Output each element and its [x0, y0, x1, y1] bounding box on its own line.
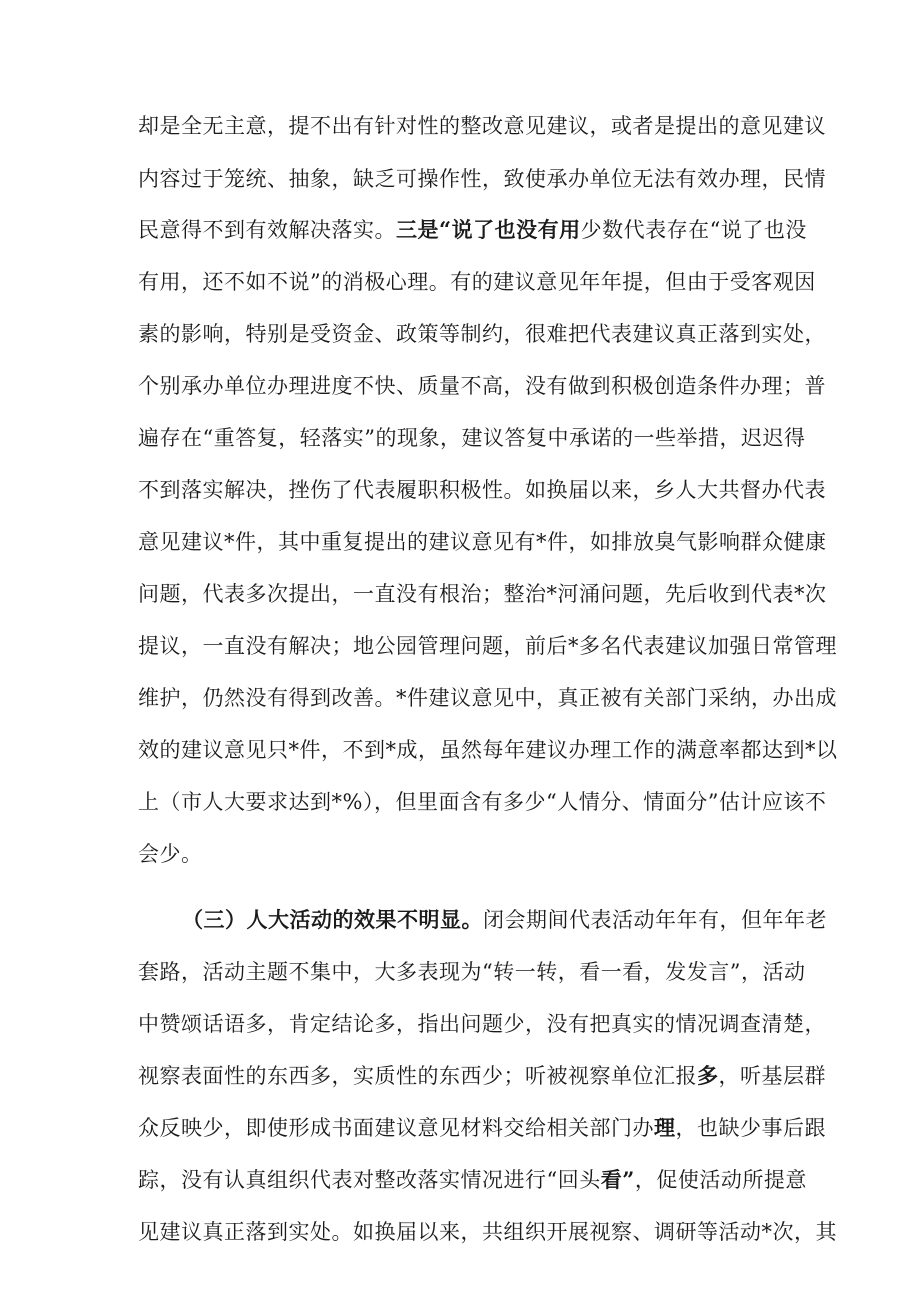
paragraph-line: 中赞颂话语多，肯定结论多，指出问题少，没有把真实的情况调查清楚， — [138, 1012, 826, 1036]
paragraph-line: 见建议真正落到实处。如换届以来，共组织开展视察、调研等活动*次，其 — [138, 1220, 837, 1244]
paragraph-line: 问题，代表多次提出，一直没有根治；整治*河涌问题，先后收到代表*次 — [138, 582, 827, 606]
bold-char: 看” — [600, 1167, 635, 1192]
paragraph-line — [138, 1108, 826, 1148]
line-text: 民意得不到有效解决落实。 — [138, 218, 396, 242]
paragraph-line: 个别承办单位办理进度不快、质量不高，没有做到积极创造条件办理；普 — [138, 374, 826, 398]
paragraph-line: 意见建议*件，其中重复提出的建议意见有*件，如排放臭气影响群众健康 — [138, 530, 827, 554]
paragraph-line: 上（市人大要求达到*%），但里面含有多少“人情分、情面分”估计应该不 — [138, 790, 827, 814]
section-heading-line — [182, 900, 827, 940]
paragraph-line: 会少。 — [138, 842, 203, 866]
paragraph-line: 套路，活动主题不集中，大多表现为“转一转，看一看，发发言”，活动 — [138, 960, 806, 984]
line-text: ，促使活动所提意 — [634, 1168, 807, 1192]
line-text: 踪，没有认真组织代表对整改落实情况进行“回头 — [138, 1168, 601, 1192]
line-text: 视察表面性的东西多，实质性的东西少；听被视察单位汇报 — [138, 1064, 697, 1088]
paragraph-line: 维护，仍然没有得到改善。*件建议意见中，真正被有关部门采纳，办出成 — [138, 686, 837, 710]
bold-phrase: 三是“说了也没有用 — [396, 217, 581, 242]
line-text: ，也缺少事后跟 — [675, 1116, 826, 1140]
line-text: 少数代表存在“说了也没 — [580, 218, 807, 242]
section-heading: （三）人大活动的效果不明显。 — [182, 907, 483, 932]
paragraph-line: 效的建议意见只*件，不到*成，虽然每年建议办理工作的满意率都达到*以 — [138, 738, 838, 762]
line-text: 闭会期间代表活动年年有，但年年老 — [483, 908, 827, 932]
paragraph-line: 素的影响，特别是受资金、政策等制约，很难把代表建议真正落到实处， — [138, 322, 826, 346]
paragraph-line: 却是全无主意，提不出有针对性的整改意见建议，或者是提出的意见建议 — [138, 114, 826, 138]
paragraph-line: 不到落实解决，挫伤了代表履职积极性。如换届以来，乡人大共督办代表 — [138, 478, 826, 502]
paragraph-line: 提议，一直没有解决；地公园管理问题，前后*多名代表建议加强日常管理 — [138, 634, 837, 658]
paragraph-line — [138, 210, 807, 250]
line-text: ，听基层群 — [718, 1064, 826, 1088]
paragraph-line — [138, 1160, 807, 1200]
bold-char: 理 — [654, 1115, 676, 1140]
paragraph-line: 内容过于笼统、抽象，缺乏可操作性，致使承办单位无法有效办理，民情 — [138, 167, 826, 191]
bold-char: 多 — [697, 1063, 719, 1088]
line-text: 众反映少，即使形成书面建议意见材料交给相关部门办 — [138, 1116, 654, 1140]
paragraph-line: 遍存在“重答复，轻落实”的现象，建议答复中承诺的一些举措，迟迟得 — [138, 426, 806, 450]
paragraph-line — [138, 1056, 826, 1096]
paragraph-line: 有用，还不如不说”的消极心理。有的建议意见年年提，但由于受客观因 — [138, 270, 816, 294]
